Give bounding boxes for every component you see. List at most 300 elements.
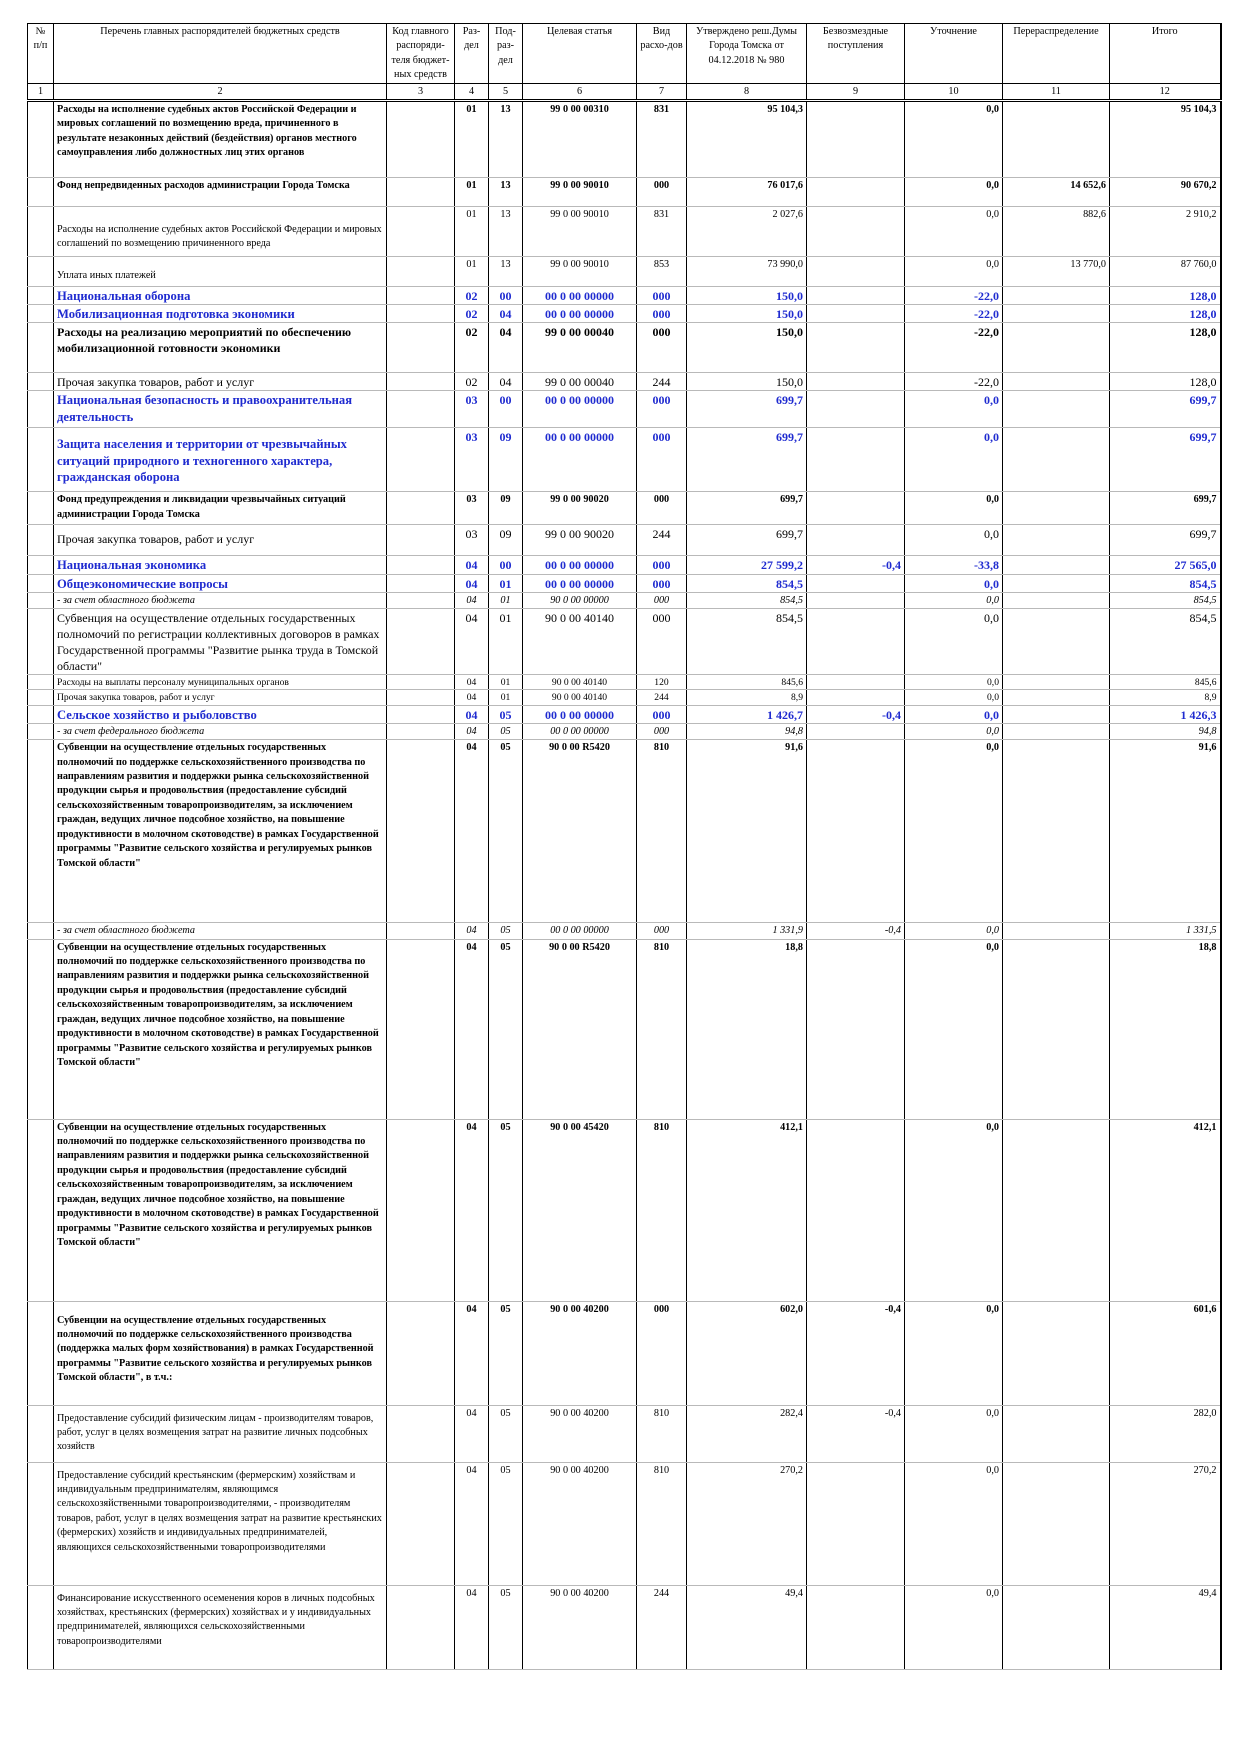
admin-code-cell bbox=[387, 1405, 455, 1462]
row-name-cell: Фонд предупреждения и ликвидации чрезвычайных ситуаций администрации Города Томска bbox=[54, 492, 387, 525]
colnum-1: 1 bbox=[28, 83, 54, 100]
section-cell: 03 bbox=[455, 428, 489, 492]
gratis-amount-cell bbox=[807, 675, 905, 690]
total-amount-cell: 699,7 bbox=[1110, 525, 1221, 556]
row-name-cell: Предоставление субсидий крестьянским (фермерским) хозяйствам и индивидуальным предпринимателям, являющимся сельскохозяйственными товаропроизводителями, - производителям товаров, работ, услуг в целях возмещения затрат на развитие крестьянских (фермерских) хозяйств и индивидуальных предпринимателей, являющихся сельскохозяйственными товаропроизводителями bbox=[54, 1462, 387, 1585]
refinement-amount-cell: 0,0 bbox=[905, 492, 1003, 525]
row-name-cell: Расходы на исполнение судебных актов Российской Федерации и мировых соглашений по возмещению вреда, причиненного в результате незаконных действий (бездействия) органов местного самоуправления либо должностных лиц этих органов bbox=[54, 101, 387, 178]
refinement-amount-cell: 0,0 bbox=[905, 257, 1003, 287]
total-amount-cell: 854,5 bbox=[1110, 609, 1221, 675]
table-row bbox=[28, 391, 1221, 428]
approved-amount-cell: 699,7 bbox=[687, 525, 807, 556]
redistribution-amount-cell bbox=[1003, 1405, 1110, 1462]
subsection-cell: 05 bbox=[489, 939, 523, 1119]
refinement-amount-cell: 0,0 bbox=[905, 178, 1003, 207]
gratis-amount-cell: -0,4 bbox=[807, 923, 905, 939]
admin-code-cell bbox=[387, 305, 455, 323]
row-name-cell: Общеэкономические вопросы bbox=[54, 574, 387, 592]
section-cell: 02 bbox=[455, 373, 489, 391]
target-article-cell: 00 0 00 00000 bbox=[523, 287, 637, 305]
refinement-amount-cell: 0,0 bbox=[905, 101, 1003, 178]
budget-sheet bbox=[27, 23, 1220, 1670]
approved-amount-cell: 1 426,7 bbox=[687, 705, 807, 723]
admin-code-cell bbox=[387, 492, 455, 525]
expense-type-cell: 000 bbox=[637, 556, 687, 574]
table-row bbox=[28, 323, 1221, 373]
subsection-cell: 00 bbox=[489, 287, 523, 305]
refinement-amount-cell: 0,0 bbox=[905, 1405, 1003, 1462]
target-article-cell: 00 0 00 00000 bbox=[523, 574, 637, 592]
approved-amount-cell: 845,6 bbox=[687, 675, 807, 690]
target-article-cell: 99 0 00 00040 bbox=[523, 323, 637, 373]
total-amount-cell: 128,0 bbox=[1110, 305, 1221, 323]
subsection-cell: 01 bbox=[489, 675, 523, 690]
expense-type-cell: 000 bbox=[637, 492, 687, 525]
subsection-cell: 13 bbox=[489, 101, 523, 178]
row-number-cell bbox=[28, 675, 54, 690]
refinement-amount-cell: -22,0 bbox=[905, 305, 1003, 323]
subsection-cell: 04 bbox=[489, 305, 523, 323]
row-name-cell: Субвенции на осуществление отдельных государственных полномочий по поддержке сельскохозяйственного производства по направлениям развития и поддержки рынка сельскохозяйственной продукции сырья и продовольствия (предоставление субсидий сельскохозяйственным товаропроизводителям, за исключением граждан, ведущих личное подсобное хозяйство, на повышение продуктивности в молочном скотоводстве) в рамках Государственной программы "Развитие сельского хозяйства и регулируемых рынков Томской области" bbox=[54, 740, 387, 923]
redistribution-amount-cell bbox=[1003, 1301, 1110, 1405]
table-row bbox=[28, 556, 1221, 574]
row-name-cell: Субвенции на осуществление отдельных государственных полномочий по поддержке сельскохозяйственного производства по направлениям развития и поддержки рынка сельскохозяйственной продукции сырья и продовольствия (предоставление субсидий сельскохозяйственным товаропроизводителям, за исключением граждан, ведущих личное подсобное хозяйство, на повышение продуктивности в молочном скотоводстве) в рамках Государственной программы "Развитие сельского хозяйства и регулируемых рынков Томской области" bbox=[54, 1119, 387, 1301]
row-name-cell: Национальная безопасность и правоохранительная деятельность bbox=[54, 391, 387, 428]
header-subsection: Под-раз-дел bbox=[489, 24, 523, 84]
expense-type-cell: 810 bbox=[637, 1405, 687, 1462]
total-amount-cell: 854,5 bbox=[1110, 592, 1221, 608]
gratis-amount-cell bbox=[807, 1119, 905, 1301]
redistribution-amount-cell bbox=[1003, 492, 1110, 525]
admin-code-cell bbox=[387, 574, 455, 592]
row-number-cell bbox=[28, 690, 54, 705]
redistribution-amount-cell bbox=[1003, 525, 1110, 556]
section-cell: 04 bbox=[455, 1301, 489, 1405]
row-name-cell: Расходы на реализацию мероприятий по обеспечению мобилизационной готовности экономики bbox=[54, 323, 387, 373]
total-amount-cell: 270,2 bbox=[1110, 1462, 1221, 1585]
expense-type-cell: 120 bbox=[637, 675, 687, 690]
expense-type-cell: 831 bbox=[637, 101, 687, 178]
refinement-amount-cell: 0,0 bbox=[905, 1119, 1003, 1301]
gratis-amount-cell bbox=[807, 178, 905, 207]
total-amount-cell: 699,7 bbox=[1110, 428, 1221, 492]
table-row bbox=[28, 287, 1221, 305]
target-article-cell: 90 0 00 40200 bbox=[523, 1405, 637, 1462]
admin-code-cell bbox=[387, 373, 455, 391]
refinement-amount-cell: -22,0 bbox=[905, 323, 1003, 373]
redistribution-amount-cell bbox=[1003, 556, 1110, 574]
redistribution-amount-cell bbox=[1003, 723, 1110, 739]
expense-type-cell: 000 bbox=[637, 323, 687, 373]
section-cell: 04 bbox=[455, 1585, 489, 1669]
redistribution-amount-cell bbox=[1003, 305, 1110, 323]
section-cell: 03 bbox=[455, 492, 489, 525]
gratis-amount-cell bbox=[807, 1462, 905, 1585]
table-row bbox=[28, 1585, 1221, 1669]
table-row bbox=[28, 1462, 1221, 1585]
row-number-cell bbox=[28, 525, 54, 556]
expense-type-cell: 000 bbox=[637, 574, 687, 592]
subsection-cell: 05 bbox=[489, 740, 523, 923]
admin-code-cell bbox=[387, 178, 455, 207]
target-article-cell: 90 0 00 40140 bbox=[523, 675, 637, 690]
section-cell: 04 bbox=[455, 675, 489, 690]
gratis-amount-cell bbox=[807, 287, 905, 305]
approved-amount-cell: 854,5 bbox=[687, 574, 807, 592]
row-name-cell: Национальная экономика bbox=[54, 556, 387, 574]
table-row bbox=[28, 178, 1221, 207]
target-article-cell: 00 0 00 00000 bbox=[523, 705, 637, 723]
row-name-cell: Расходы на выплаты персоналу муниципальных органов bbox=[54, 675, 387, 690]
refinement-amount-cell: -33,8 bbox=[905, 556, 1003, 574]
total-amount-cell: 128,0 bbox=[1110, 287, 1221, 305]
refinement-amount-cell: 0,0 bbox=[905, 1462, 1003, 1585]
admin-code-cell bbox=[387, 1462, 455, 1585]
gratis-amount-cell bbox=[807, 574, 905, 592]
expense-type-cell: 000 bbox=[637, 1301, 687, 1405]
row-number-cell bbox=[28, 592, 54, 608]
gratis-amount-cell bbox=[807, 391, 905, 428]
gratis-amount-cell: -0,4 bbox=[807, 1301, 905, 1405]
redistribution-amount-cell bbox=[1003, 690, 1110, 705]
target-article-cell: 99 0 00 90010 bbox=[523, 207, 637, 257]
colnum-3: 3 bbox=[387, 83, 455, 100]
table-row bbox=[28, 428, 1221, 492]
section-cell: 01 bbox=[455, 257, 489, 287]
subsection-cell: 01 bbox=[489, 609, 523, 675]
section-cell: 04 bbox=[455, 740, 489, 923]
section-cell: 01 bbox=[455, 207, 489, 257]
approved-amount-cell: 854,5 bbox=[687, 609, 807, 675]
expense-type-cell: 810 bbox=[637, 740, 687, 923]
redistribution-amount-cell bbox=[1003, 373, 1110, 391]
section-cell: 01 bbox=[455, 178, 489, 207]
admin-code-cell bbox=[387, 1301, 455, 1405]
redistribution-amount-cell bbox=[1003, 705, 1110, 723]
target-article-cell: 99 0 00 90010 bbox=[523, 257, 637, 287]
colnum-10: 10 bbox=[905, 83, 1003, 100]
row-name-cell: - за счет областного бюджета bbox=[54, 592, 387, 608]
table-row bbox=[28, 305, 1221, 323]
redistribution-amount-cell bbox=[1003, 675, 1110, 690]
row-name-cell: - за счет федерального бюджета bbox=[54, 723, 387, 739]
header-gratis: Безвозмездные поступления bbox=[807, 24, 905, 84]
row-number-cell bbox=[28, 101, 54, 178]
row-name-cell: Расходы на исполнение судебных актов Российской Федерации и мировых соглашений по возмещению причиненного вреда bbox=[54, 207, 387, 257]
total-amount-cell: 49,4 bbox=[1110, 1585, 1221, 1669]
redistribution-amount-cell bbox=[1003, 287, 1110, 305]
expense-type-cell: 000 bbox=[637, 287, 687, 305]
admin-code-cell bbox=[387, 287, 455, 305]
row-number-cell bbox=[28, 492, 54, 525]
target-article-cell: 90 0 00 40140 bbox=[523, 609, 637, 675]
expense-type-cell: 244 bbox=[637, 373, 687, 391]
redistribution-amount-cell bbox=[1003, 923, 1110, 939]
approved-amount-cell: 412,1 bbox=[687, 1119, 807, 1301]
approved-amount-cell: 49,4 bbox=[687, 1585, 807, 1669]
admin-code-cell bbox=[387, 675, 455, 690]
section-cell: 04 bbox=[455, 923, 489, 939]
expense-type-cell: 810 bbox=[637, 939, 687, 1119]
subsection-cell: 05 bbox=[489, 1119, 523, 1301]
refinement-amount-cell: 0,0 bbox=[905, 574, 1003, 592]
total-amount-cell: 128,0 bbox=[1110, 373, 1221, 391]
section-cell: 04 bbox=[455, 690, 489, 705]
approved-amount-cell: 699,7 bbox=[687, 391, 807, 428]
section-cell: 04 bbox=[455, 556, 489, 574]
target-article-cell: 90 0 00 40200 bbox=[523, 1585, 637, 1669]
expense-type-cell: 000 bbox=[637, 609, 687, 675]
table-row bbox=[28, 675, 1221, 690]
admin-code-cell bbox=[387, 323, 455, 373]
total-amount-cell: 699,7 bbox=[1110, 492, 1221, 525]
row-number-cell bbox=[28, 257, 54, 287]
approved-amount-cell: 95 104,3 bbox=[687, 101, 807, 178]
subsection-cell: 09 bbox=[489, 525, 523, 556]
admin-code-cell bbox=[387, 592, 455, 608]
expense-type-cell: 853 bbox=[637, 257, 687, 287]
section-cell: 04 bbox=[455, 1405, 489, 1462]
colnum-9: 9 bbox=[807, 83, 905, 100]
refinement-amount-cell: 0,0 bbox=[905, 428, 1003, 492]
expense-type-cell: 244 bbox=[637, 525, 687, 556]
refinement-amount-cell: 0,0 bbox=[905, 609, 1003, 675]
colnum-12: 12 bbox=[1110, 83, 1221, 100]
total-amount-cell: 128,0 bbox=[1110, 323, 1221, 373]
redistribution-amount-cell bbox=[1003, 101, 1110, 178]
row-name-cell: Мобилизационная подготовка экономики bbox=[54, 305, 387, 323]
header-section: Раз-дел bbox=[455, 24, 489, 84]
approved-amount-cell: 91,6 bbox=[687, 740, 807, 923]
target-article-cell: 00 0 00 00000 bbox=[523, 723, 637, 739]
gratis-amount-cell bbox=[807, 207, 905, 257]
total-amount-cell: 1 426,3 bbox=[1110, 705, 1221, 723]
row-number-cell bbox=[28, 556, 54, 574]
redistribution-amount-cell bbox=[1003, 740, 1110, 923]
section-cell: 02 bbox=[455, 287, 489, 305]
subsection-cell: 13 bbox=[489, 178, 523, 207]
target-article-cell: 00 0 00 00000 bbox=[523, 556, 637, 574]
table-row bbox=[28, 257, 1221, 287]
colnum-4: 4 bbox=[455, 83, 489, 100]
redistribution-amount-cell bbox=[1003, 939, 1110, 1119]
admin-code-cell bbox=[387, 428, 455, 492]
expense-type-cell: 000 bbox=[637, 923, 687, 939]
approved-amount-cell: 18,8 bbox=[687, 939, 807, 1119]
section-cell: 01 bbox=[455, 101, 489, 178]
target-article-cell: 90 0 00 R5420 bbox=[523, 740, 637, 923]
approved-amount-cell: 150,0 bbox=[687, 373, 807, 391]
header-names: Перечень главных распорядителей бюджетных средств bbox=[54, 24, 387, 84]
admin-code-cell bbox=[387, 391, 455, 428]
row-name-cell: Фонд непредвиденных расходов администрации Города Томска bbox=[54, 178, 387, 207]
section-cell: 02 bbox=[455, 305, 489, 323]
total-amount-cell: 845,6 bbox=[1110, 675, 1221, 690]
admin-code-cell bbox=[387, 609, 455, 675]
subsection-cell: 04 bbox=[489, 323, 523, 373]
row-name-cell: Сельское хозяйство и рыболовство bbox=[54, 705, 387, 723]
total-amount-cell: 282,0 bbox=[1110, 1405, 1221, 1462]
refinement-amount-cell: -22,0 bbox=[905, 373, 1003, 391]
gratis-amount-cell bbox=[807, 690, 905, 705]
target-article-cell: 00 0 00 00000 bbox=[523, 428, 637, 492]
redistribution-amount-cell bbox=[1003, 609, 1110, 675]
refinement-amount-cell: 0,0 bbox=[905, 207, 1003, 257]
row-name-cell: Финансирование искусственного осеменения коров в личных подсобных хозяйствах, крестьянских (фермерских) хозяйствах и у индивидуальных предпринимателей, являющихся сельскохозяйственными товаропроизводителями bbox=[54, 1585, 387, 1669]
redistribution-amount-cell bbox=[1003, 1585, 1110, 1669]
header-total: Итого bbox=[1110, 24, 1221, 84]
total-amount-cell: 91,6 bbox=[1110, 740, 1221, 923]
refinement-amount-cell: 0,0 bbox=[905, 723, 1003, 739]
total-amount-cell: 95 104,3 bbox=[1110, 101, 1221, 178]
row-number-cell bbox=[28, 207, 54, 257]
approved-amount-cell: 150,0 bbox=[687, 305, 807, 323]
approved-amount-cell: 2 027,6 bbox=[687, 207, 807, 257]
admin-code-cell bbox=[387, 690, 455, 705]
column-number-row bbox=[28, 83, 1221, 100]
table-row bbox=[28, 705, 1221, 723]
admin-code-cell bbox=[387, 257, 455, 287]
total-amount-cell: 94,8 bbox=[1110, 723, 1221, 739]
redistribution-amount-cell bbox=[1003, 1462, 1110, 1585]
gratis-amount-cell bbox=[807, 939, 905, 1119]
table-row bbox=[28, 101, 1221, 178]
row-name-cell: Прочая закупка товаров, работ и услуг bbox=[54, 525, 387, 556]
row-name-cell: Предоставление субсидий физическим лицам - производителям товаров, работ, услуг в целях возмещения затрат на развитие личных подсобных хозяйств bbox=[54, 1405, 387, 1462]
total-amount-cell: 87 760,0 bbox=[1110, 257, 1221, 287]
row-number-cell bbox=[28, 1405, 54, 1462]
section-cell: 03 bbox=[455, 525, 489, 556]
admin-code-cell bbox=[387, 723, 455, 739]
admin-code-cell bbox=[387, 207, 455, 257]
table-row bbox=[28, 939, 1221, 1119]
target-article-cell: 90 0 00 40200 bbox=[523, 1301, 637, 1405]
approved-amount-cell: 854,5 bbox=[687, 592, 807, 608]
table-row bbox=[28, 723, 1221, 739]
gratis-amount-cell bbox=[807, 305, 905, 323]
expense-type-cell: 000 bbox=[637, 305, 687, 323]
total-amount-cell: 90 670,2 bbox=[1110, 178, 1221, 207]
table-row bbox=[28, 574, 1221, 592]
gratis-amount-cell bbox=[807, 373, 905, 391]
header-approved: Утверждено реш.Думы Города Томска от 04.12.2018 № 980 bbox=[687, 24, 807, 84]
total-amount-cell: 27 565,0 bbox=[1110, 556, 1221, 574]
colnum-5: 5 bbox=[489, 83, 523, 100]
refinement-amount-cell: 0,0 bbox=[905, 1301, 1003, 1405]
budget-table bbox=[27, 23, 1222, 1670]
subsection-cell: 04 bbox=[489, 373, 523, 391]
redistribution-amount-cell: 14 652,6 bbox=[1003, 178, 1110, 207]
approved-amount-cell: 270,2 bbox=[687, 1462, 807, 1585]
row-number-cell bbox=[28, 287, 54, 305]
approved-amount-cell: 27 599,2 bbox=[687, 556, 807, 574]
target-article-cell: 99 0 00 90020 bbox=[523, 492, 637, 525]
subsection-cell: 09 bbox=[489, 492, 523, 525]
row-number-cell bbox=[28, 391, 54, 428]
admin-code-cell bbox=[387, 1119, 455, 1301]
admin-code-cell bbox=[387, 705, 455, 723]
refinement-amount-cell: 0,0 bbox=[905, 939, 1003, 1119]
table-row bbox=[28, 1405, 1221, 1462]
approved-amount-cell: 73 990,0 bbox=[687, 257, 807, 287]
refinement-amount-cell: 0,0 bbox=[905, 923, 1003, 939]
gratis-amount-cell: -0,4 bbox=[807, 1405, 905, 1462]
expense-type-cell: 244 bbox=[637, 690, 687, 705]
expense-type-cell: 000 bbox=[637, 391, 687, 428]
admin-code-cell bbox=[387, 1585, 455, 1669]
expense-type-cell: 000 bbox=[637, 592, 687, 608]
header-expense-type: Вид расхо-дов bbox=[637, 24, 687, 84]
redistribution-amount-cell bbox=[1003, 391, 1110, 428]
gratis-amount-cell bbox=[807, 740, 905, 923]
subsection-cell: 05 bbox=[489, 1405, 523, 1462]
refinement-amount-cell: 0,0 bbox=[905, 391, 1003, 428]
row-name-cell: Уплата иных платежей bbox=[54, 257, 387, 287]
approved-amount-cell: 150,0 bbox=[687, 287, 807, 305]
approved-amount-cell: 8,9 bbox=[687, 690, 807, 705]
row-number-cell bbox=[28, 305, 54, 323]
row-number-cell bbox=[28, 740, 54, 923]
table-row bbox=[28, 740, 1221, 923]
table-row bbox=[28, 492, 1221, 525]
row-name-cell: Защита населения и территории от чрезвычайных ситуаций природного и техногенного характера, гражданская оборона bbox=[54, 428, 387, 492]
row-name-cell: Субвенция на осуществление отдельных государственных полномочий по регистрации коллективных договоров в рамках Государственной программы "Развитие рынка труда в Томской области" bbox=[54, 609, 387, 675]
total-amount-cell: 1 331,5 bbox=[1110, 923, 1221, 939]
expense-type-cell: 831 bbox=[637, 207, 687, 257]
subsection-cell: 13 bbox=[489, 257, 523, 287]
redistribution-amount-cell: 882,6 bbox=[1003, 207, 1110, 257]
section-cell: 04 bbox=[455, 574, 489, 592]
expense-type-cell: 000 bbox=[637, 428, 687, 492]
table-row bbox=[28, 592, 1221, 608]
row-number-cell bbox=[28, 323, 54, 373]
table-row bbox=[28, 525, 1221, 556]
colnum-2: 2 bbox=[54, 83, 387, 100]
target-article-cell: 99 0 00 90020 bbox=[523, 525, 637, 556]
expense-type-cell: 810 bbox=[637, 1462, 687, 1585]
refinement-amount-cell: 0,0 bbox=[905, 1585, 1003, 1669]
refinement-amount-cell: 0,0 bbox=[905, 525, 1003, 556]
admin-code-cell bbox=[387, 525, 455, 556]
total-amount-cell: 8,9 bbox=[1110, 690, 1221, 705]
total-amount-cell: 854,5 bbox=[1110, 574, 1221, 592]
row-number-cell bbox=[28, 1585, 54, 1669]
gratis-amount-cell bbox=[807, 525, 905, 556]
row-name-cell: Субвенции на осуществление отдельных государственных полномочий по поддержке сельскохозяйственного производства по направлениям развития и поддержки рынка сельскохозяйственной продукции сырья и продовольствия (предоставление субсидий сельскохозяйственным товаропроизводителям, за исключением граждан, ведущих личное подсобное хозяйство, на повышение продуктивности в молочном скотоводстве) в рамках Государственной программы "Развитие сельского хозяйства и регулируемых рынков Томской области" bbox=[54, 939, 387, 1119]
subsection-cell: 01 bbox=[489, 592, 523, 608]
total-amount-cell: 699,7 bbox=[1110, 391, 1221, 428]
row-number-cell bbox=[28, 574, 54, 592]
refinement-amount-cell: 0,0 bbox=[905, 592, 1003, 608]
row-name-cell: Прочая закупка товаров, работ и услуг bbox=[54, 690, 387, 705]
header-redistribution: Перераспределение bbox=[1003, 24, 1110, 84]
header-refinement: Уточнение bbox=[905, 24, 1003, 84]
row-name-cell: Национальная оборона bbox=[54, 287, 387, 305]
expense-type-cell: 244 bbox=[637, 1585, 687, 1669]
target-article-cell: 99 0 00 00040 bbox=[523, 373, 637, 391]
admin-code-cell bbox=[387, 740, 455, 923]
row-number-cell bbox=[28, 923, 54, 939]
approved-amount-cell: 94,8 bbox=[687, 723, 807, 739]
admin-code-cell bbox=[387, 939, 455, 1119]
table-header-row bbox=[28, 24, 1221, 84]
gratis-amount-cell bbox=[807, 609, 905, 675]
target-article-cell: 90 0 00 40140 bbox=[523, 690, 637, 705]
subsection-cell: 05 bbox=[489, 1585, 523, 1669]
approved-amount-cell: 602,0 bbox=[687, 1301, 807, 1405]
table-row bbox=[28, 373, 1221, 391]
table-row bbox=[28, 609, 1221, 675]
